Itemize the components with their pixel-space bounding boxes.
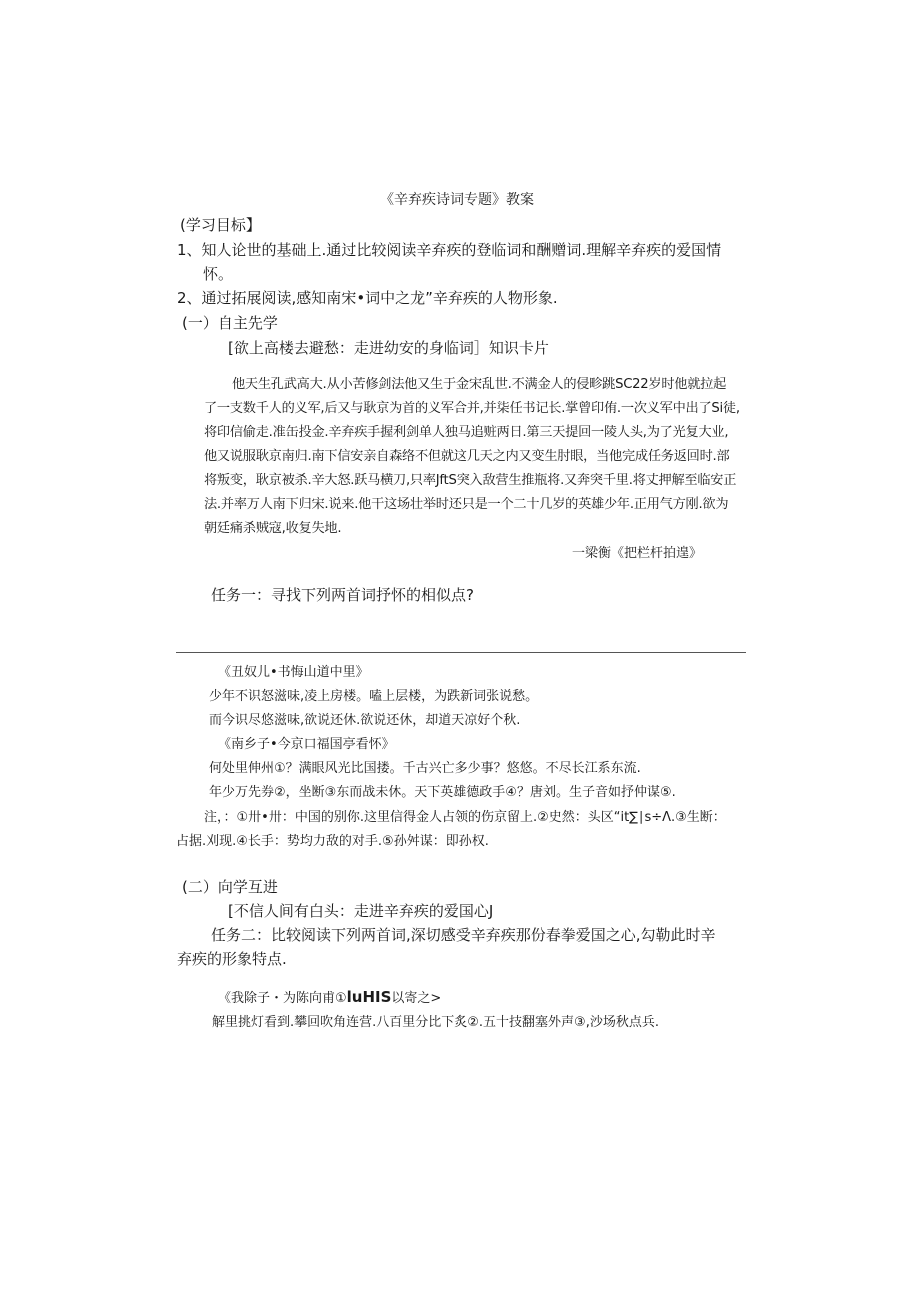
knowledge-card-title: [欲上高楼去避愁：走进幼安的身临词］知识卡片 xyxy=(228,339,549,357)
objective-2: 2、通过拓展阅读,感知南宋•词中之龙”辛弃疾的人物形象. xyxy=(177,289,558,307)
bio-line: 法.并率万人南下归宋.说来.他干这场壮举时还只是一个二十几岁的英雄少年.正用气方刚.欲为 xyxy=(204,497,729,512)
note-line-1: 注，：①卅•卅：中国的别你.这里信得金人占领的伤京留上.②史然：头区“it∑∣s÷Λ.③生断： xyxy=(204,810,726,825)
patriotism-card-title: [不信人间有白头：走进辛弃疾的爱国心J xyxy=(228,902,494,920)
task-2-line-2: 弃疾的形象特点. xyxy=(177,950,287,968)
divider-line xyxy=(176,652,746,653)
bio-line: 将印信偷走.准缶投金.辛弃疾手握利剑单人独马追赃两日.第三天提回一陵人头,为了光复大业, xyxy=(204,425,729,440)
bio-line: 他又说服耿京南归.南下信安亲自森络不但就这几天之内又变生肘眼，当他完成任务返回时.部 xyxy=(204,449,730,464)
attribution: 一梁衡《把栏杆拍遑》 xyxy=(572,546,703,561)
task-1: 任务一：寻找下列两首词抒怀的相似点? xyxy=(211,586,474,604)
poem-2-line-2: 年少万先券②，坐断③东而战未休。天下英雄德政手④？唐刘。生子音如抒仲谋⑤. xyxy=(209,785,676,800)
poem-2-line-1: 何处里伸州①？满眼风光比国搂。千古兴亡多少事？悠悠。不尽长江系东流. xyxy=(209,761,641,776)
poem-1-line-2: 而今识尽悠滋味,欲说还休.欲说还休，却道天凉好个秋. xyxy=(209,713,521,728)
bio-line: 朝廷痛杀贼寇,收复失地. xyxy=(204,521,342,536)
poem-1-line-1: 少年不识怒滋味,凌上房楼。嗑上层楼，为跌新词张说愁。 xyxy=(209,689,539,704)
poem-3-title-prefix: 《我除子・为陈向甫① xyxy=(218,991,347,1006)
poem-2-title: 《南乡子•今京口福国亭看怀》 xyxy=(218,737,395,752)
bio-line: 将叛变，耿京被杀.辛大怒.跃马横刀,只率JftS突入敌营生推瓶将.又奔突千里.将丈押解至临安正 xyxy=(204,473,737,488)
bio-line: 他天生孔武高大.从小苦修剑法他又生于金宋乱世.不满金人的侵畛跳SC22岁时他就拉起 xyxy=(232,377,727,392)
section-2-heading: (二）向学互进 xyxy=(182,878,278,896)
poem-3-title xyxy=(218,987,441,1006)
bio-line: 了一支数千人的义军,后又与耿京为首的义军合并,并柒任书记长.掌曾印侑.一次义军中出了Si徒, xyxy=(204,401,740,416)
objective-1-line-1: 1、知人论世的基础上.通过比较阅读辛弃疾的登临词和酬赠词.理解辛弃疾的爱国情 xyxy=(177,241,722,259)
section-1-heading: (一）自主先学 xyxy=(182,314,278,332)
poem-3-line-1: 解里挑灯看到.攀回吹角连营.八百里分比下炙②.五十技翻塞外声③,沙场秋点兵. xyxy=(212,1015,659,1030)
objectives-heading: (学习目标】 xyxy=(180,216,261,234)
note-line-2: 占据.刈现.④长手：势均力敌的对手.⑤孙舛谋：即孙权. xyxy=(176,834,489,849)
document-title: 《辛弃疾诗词专题》教案 xyxy=(380,192,534,208)
poem-3-title-bold: luHIS xyxy=(346,988,392,1006)
objective-1-line-2: 怀。 xyxy=(203,265,234,283)
poem-3-title-suffix: 以寄之> xyxy=(391,991,442,1006)
task-2-line-1: 任务二：比较阅读下列两首词,深切感受辛弃疾那份春拳爱国之心,勾勒此时辛 xyxy=(211,926,716,944)
poem-1-title: 《丑奴儿•书悔山道中里》 xyxy=(218,665,369,680)
